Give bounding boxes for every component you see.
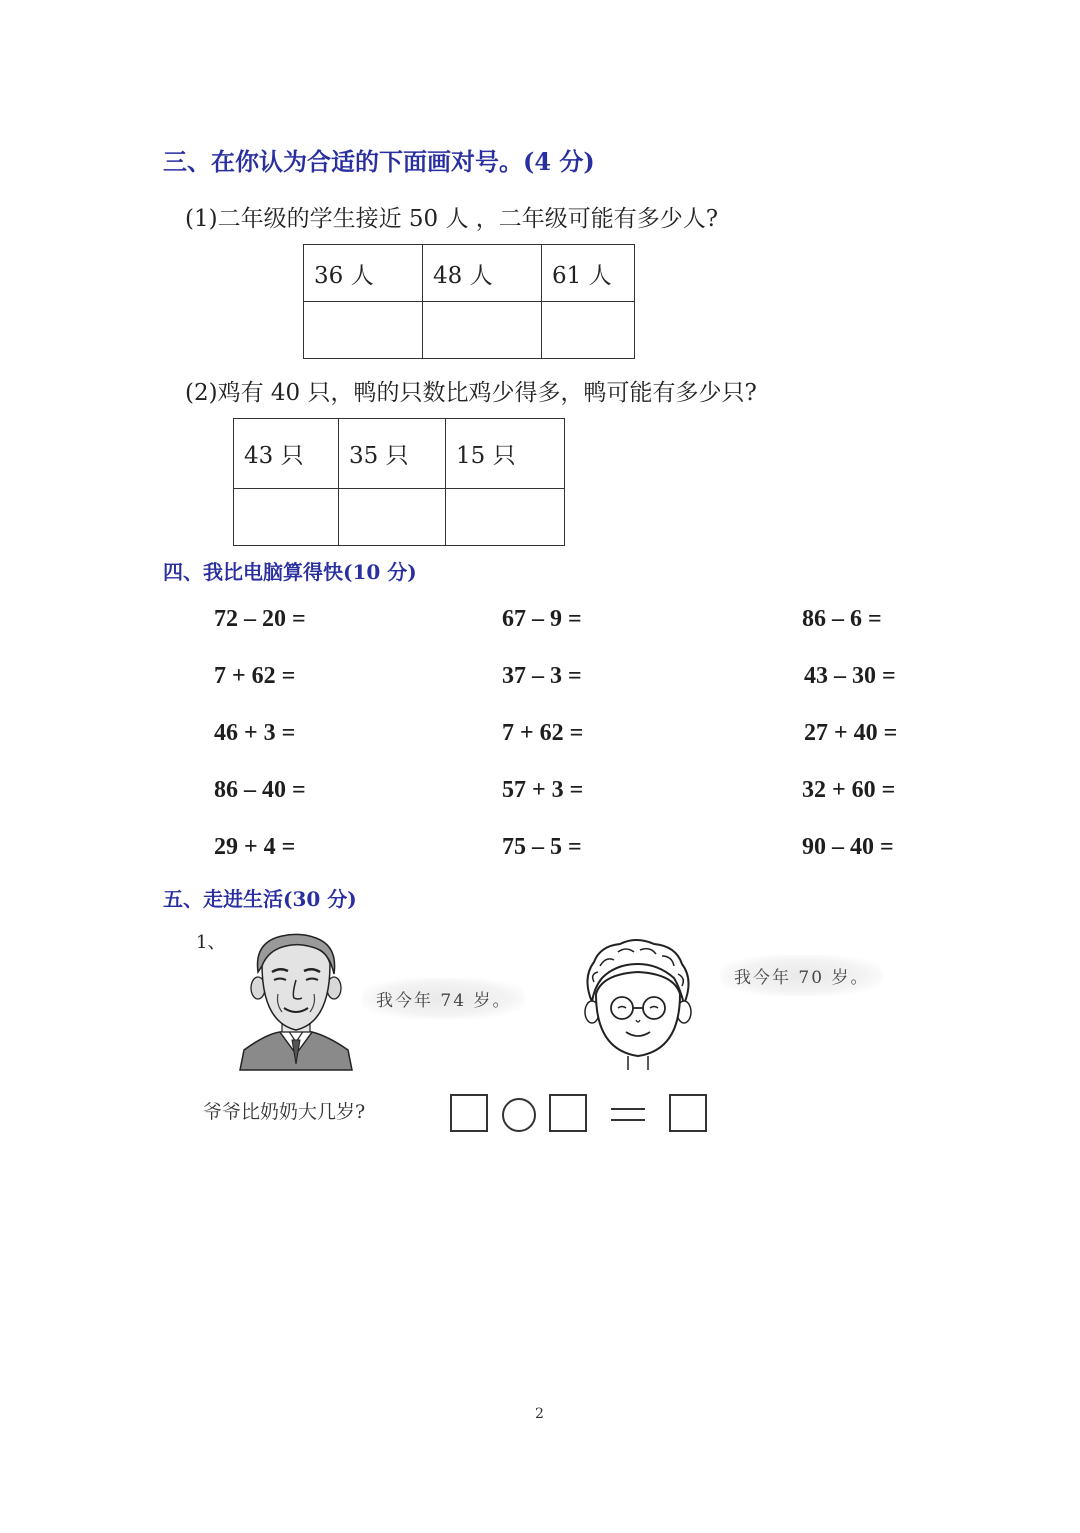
answer-cell[interactable]: [339, 489, 446, 546]
equation: 37 – 3 =: [502, 663, 582, 689]
operator-circle[interactable]: [502, 1098, 536, 1132]
section-3-title: 三、在你认为合适的下面画对号。(4 分): [163, 147, 595, 176]
equation: 7 + 62 =: [214, 663, 296, 689]
equation: 86 – 6 =: [802, 606, 882, 632]
question-1-options-table: [303, 244, 635, 359]
question-2-options-table: [233, 418, 565, 546]
equals-sign: [611, 1106, 645, 1124]
equation: 43 – 30 =: [804, 663, 896, 689]
question-2-text: (2)鸡有 40 只，鸭的只数比鸡少得多，鸭可能有多少只?: [185, 380, 757, 406]
equation: 90 – 40 =: [802, 834, 894, 860]
answer-cell[interactable]: [423, 302, 542, 359]
grandma-illustration: [578, 938, 698, 1070]
option-cell: 36 人: [304, 245, 423, 302]
item-number: 1、: [196, 932, 226, 953]
section-4-title: 四、我比电脑算得快(10 分): [163, 560, 417, 584]
equation: 46 + 3 =: [214, 720, 296, 746]
answer-box[interactable]: [549, 1094, 587, 1132]
question-text: 爷爷比奶奶大几岁?: [203, 1101, 366, 1123]
grandpa-illustration: [236, 932, 356, 1072]
equation: 29 + 4 =: [214, 834, 296, 860]
equation: 27 + 40 =: [804, 720, 898, 746]
page-number: 2: [535, 1406, 544, 1422]
option-cell: 48 人: [423, 245, 542, 302]
answer-box[interactable]: [669, 1094, 707, 1132]
grandma-speech-bubble: 我今年 70 岁。: [720, 955, 883, 996]
equation: 75 – 5 =: [502, 834, 582, 860]
answer-cell[interactable]: [446, 489, 565, 546]
equation: 67 – 9 =: [502, 606, 582, 632]
answer-cell[interactable]: [304, 302, 423, 359]
answer-cell[interactable]: [542, 302, 635, 359]
answer-box[interactable]: [450, 1094, 488, 1132]
equation: 57 + 3 =: [502, 777, 584, 803]
equation: 72 – 20 =: [214, 606, 306, 632]
question-1-text: (1)二年级的学生接近 50 人 ，二年级可能有多少人?: [185, 206, 719, 232]
option-cell: 43 只: [234, 419, 339, 489]
equation: 32 + 60 =: [802, 777, 896, 803]
option-cell: 35 只: [339, 419, 446, 489]
grandpa-speech-bubble: 我今年 74 岁。: [362, 978, 525, 1019]
answer-cell[interactable]: [234, 489, 339, 546]
equation: 7 + 62 =: [502, 720, 584, 746]
option-cell: 61 人: [542, 245, 635, 302]
equation: 86 – 40 =: [214, 777, 306, 803]
option-cell: 15 只: [446, 419, 565, 489]
section-5-title: 五、走进生活(30 分): [163, 887, 357, 911]
